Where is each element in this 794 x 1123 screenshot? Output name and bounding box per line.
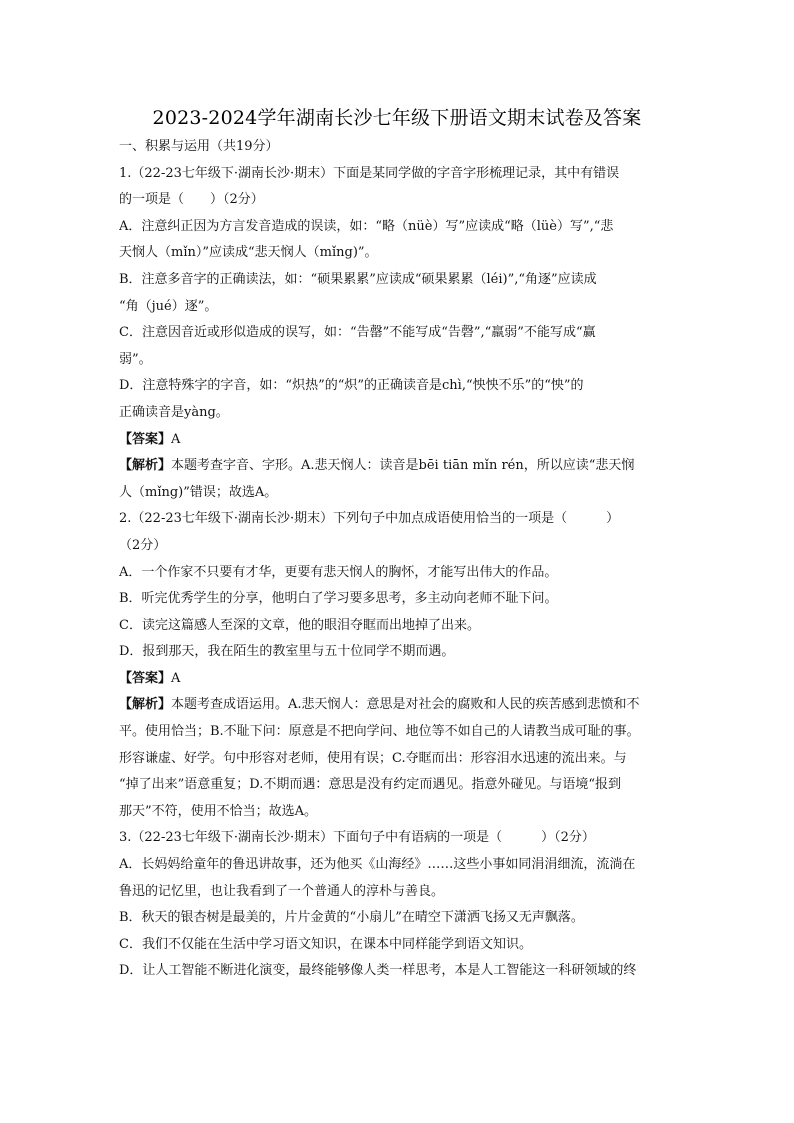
question-1-option-b: B．注意多音字的正确读法，如：“硕果累累”应读成“硕果累累（léi)”,“角逐”应读成 xyxy=(119,271,597,287)
section-marker: 【解析】 xyxy=(119,458,172,474)
question-1-stem: 1.（22-23七年级下·湖南长沙·期末）下面是某同学做的字音字形梳理记录，其中有错误 xyxy=(119,165,620,181)
question-3-stem: 3.（22-23七年级下·湖南长沙·期末）下面句子中有语病的一项是（ ）（2分） xyxy=(119,830,595,846)
question-3-option-c: C．我们不仅能在生活中学习语文知识，在课本中同样能学到语文知识。 xyxy=(119,936,532,952)
section-heading: 一、积累与运用（共19分） xyxy=(119,139,279,154)
question-3-option-b: B．秋天的银杏树是最美的，片片金黄的“小扇儿”在晴空下潇洒飞扬又无声飘落。 xyxy=(119,910,584,926)
question-1-analysis-cont: 人（mǐng)”错误；故选A。 xyxy=(119,484,278,500)
question-2-analysis-cont: “掉了出来”语意重复；D.不期而遇：意思是没有约定而遇见。指意外碰见。与语境“报到 xyxy=(119,777,622,793)
question-3-option-a-cont: 鲁迅的记忆里，也让我看到了一个普通人的淳朴与善良。 xyxy=(119,883,445,899)
question-1-option-d: D．注意特殊字的字音，如：“炽热”的“炽”的正确读音是chì,“怏怏不乐”的“怏”的 xyxy=(119,378,584,394)
question-2-option-b: B．听完优秀学生的分享，他明白了学习要多思考，多主动向老师不耻下问。 xyxy=(119,591,558,607)
question-1-option-c-cont: 弱”。 xyxy=(119,351,152,367)
question-1-option-b-cont: “角（jué）逐”。 xyxy=(119,298,218,314)
section-marker: 【解析】 xyxy=(119,697,172,713)
question-2-option-d: D．报到那天，我在陌生的教室里与五十位同学不期而遇。 xyxy=(119,644,455,660)
question-2-analysis-cont: 平。使用恰当；B.不耻下问：原意是不把向学问、地位等不如自己的人请教当成可耻的事。 xyxy=(119,724,640,740)
question-2-stem-cont: （2分） xyxy=(119,537,167,553)
question-1-answer: 【答案】A xyxy=(119,431,181,447)
question-2-analysis-cont: 那天”不符，使用不恰当；故选A。 xyxy=(119,803,318,819)
question-2-analysis-cont: 形容谦虚、好学。句中形容对老师，使用有误；C.夺眶而出：形容泪水迅速的流出来。与 xyxy=(119,750,627,766)
section-marker: 【答案】 xyxy=(119,431,172,447)
question-1-analysis: 【解析】本题考查字音、字形。A.悲天悯人：读音是bēi tiān mǐn rén，所以应读“悲天悯 xyxy=(119,458,635,474)
question-1-option-a-cont: 天悯人（mǐn）”应读成“悲天悯人（mǐng)”。 xyxy=(119,245,378,261)
question-2-option-a: A．一个作家不只要有才华，更要有悲天悯人的胸怀，才能写出伟大的作品。 xyxy=(119,564,558,580)
document-body xyxy=(119,134,679,985)
question-2-answer: 【答案】A xyxy=(119,670,181,686)
page-title: 2023-2024学年湖南长沙七年级下册语文期末试卷及答案 xyxy=(152,107,642,129)
question-3-option-a: A．长妈妈给童年的鲁迅讲故事，还为他买《山海经》……这些小事如同涓涓细流，流淌在 xyxy=(119,857,636,873)
question-2-stem: 2.（22-23七年级下·湖南长沙·期末）下列句子中加点成语使用恰当的一项是（ ） xyxy=(119,511,620,527)
question-1-option-d-cont: 正确读音是yàng。 xyxy=(119,404,229,420)
question-1-option-a: A．注意纠正因为方言发音造成的误读，如：“略（nüè）写”应读成“略（lüè）写”,“悲 xyxy=(119,218,614,234)
question-1-stem-cont: 的一项是（ ）（2分） xyxy=(119,192,264,208)
question-1-option-c: C．注意因音近或形似造成的误写，如：“告罄”不能写成“告磬”,“羸弱”不能写成“赢 xyxy=(119,325,596,341)
section-marker: 【答案】 xyxy=(119,670,172,686)
question-2-analysis: 【解析】本题考查成语运用。A.悲天悯人：意思是对社会的腐败和人民的疾苦感到悲愤和不 xyxy=(119,697,640,713)
question-2-option-c: C．读完这篇感人至深的文章，他的眼泪夺眶而出地掉了出来。 xyxy=(119,617,480,633)
question-3-option-d: D．让人工智能不断进化演变，最终能够像人类一样思考，本是人工智能这一科研领域的终 xyxy=(119,963,637,979)
